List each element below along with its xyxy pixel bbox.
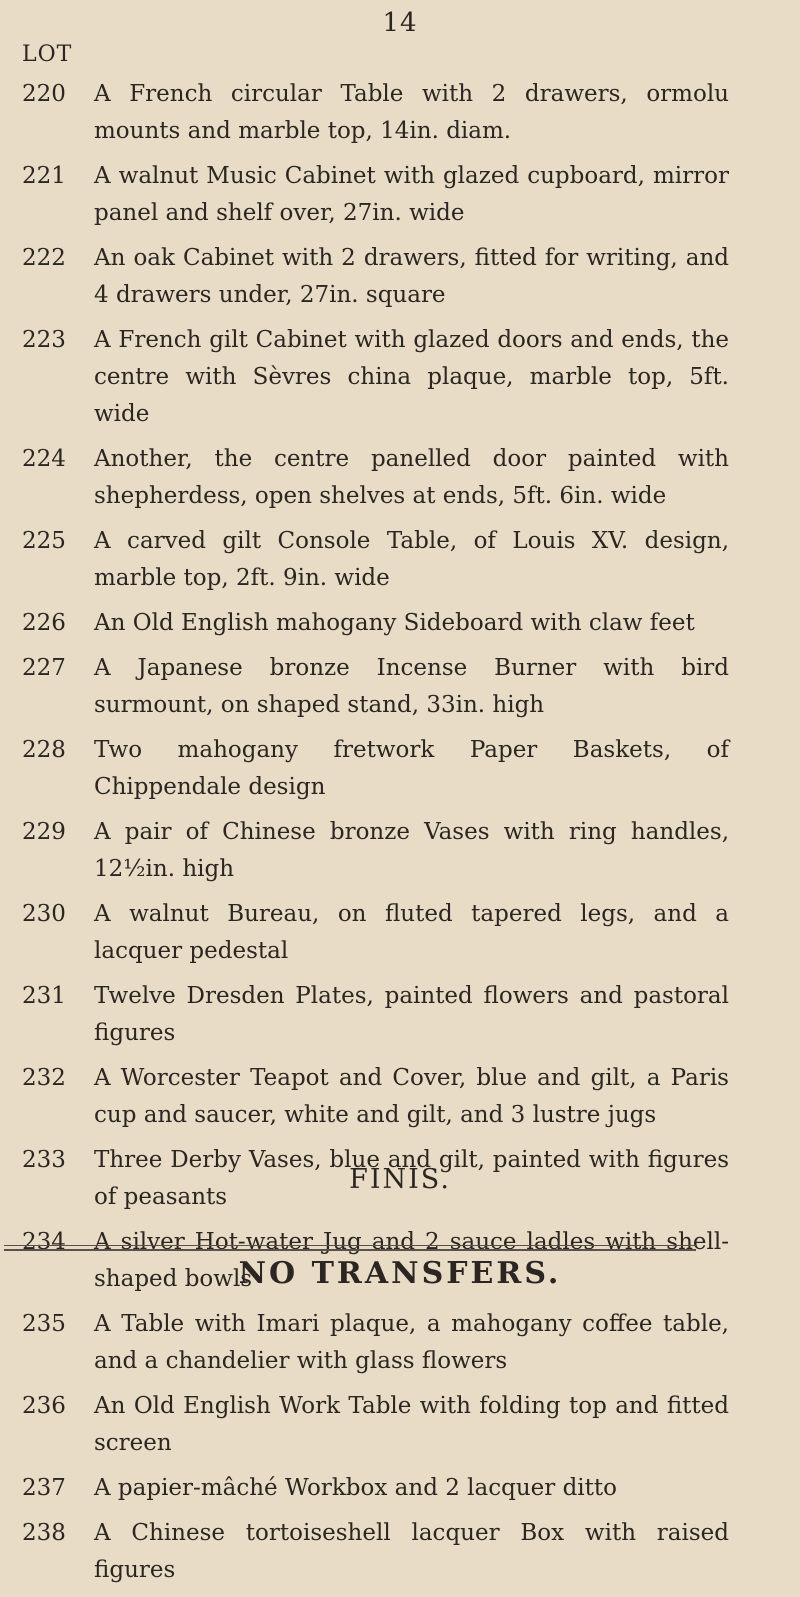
lot-entry: [0, 158, 800, 232]
lot-description: An Old English mahogany Sideboard with claw feet: [94, 610, 695, 636]
lot-description: A French circular Table with 2 drawers, ormolu mounts and marble top, 14in. diam.: [94, 81, 729, 144]
lot-number: 233: [22, 1147, 66, 1173]
lot-entry: [0, 1306, 800, 1380]
lot-number: 234: [22, 1229, 66, 1255]
divider-rule: [4, 1245, 696, 1246]
lot-entry: [0, 1470, 800, 1507]
lot-description: A Worcester Teapot and Cover, blue and gilt, a Paris cup and saucer, white and gilt, and 3 lustre jugs: [94, 1065, 729, 1128]
lot-number: 220: [22, 81, 66, 107]
lot-number: 226: [22, 610, 66, 636]
lot-entry: [0, 322, 800, 433]
lot-number: 232: [22, 1065, 66, 1091]
lot-entry: [0, 523, 800, 597]
lot-entry: [0, 978, 800, 1052]
lot-number: 237: [22, 1475, 66, 1501]
lot-number: 231: [22, 983, 66, 1009]
lot-number: 228: [22, 737, 66, 763]
lot-number: 225: [22, 528, 66, 554]
lot-description: Three Derby Vases, blue and gilt, painted with figures of peasants: [94, 1147, 729, 1210]
lot-description: A French gilt Cabinet with glazed doors and ends, the centre with Sèvres china plaque, marble top, 5ft. wide: [94, 327, 729, 427]
lot-entry: [0, 1515, 800, 1589]
no-transfers-notice: NO TRANSFERS.: [238, 1256, 562, 1291]
lot-number: 238: [22, 1520, 66, 1546]
lot-entry: [0, 605, 800, 642]
lot-description: A silver Hot-water Jug and 2 sauce ladles with shell-shaped bowls: [94, 1229, 729, 1292]
lot-description: An oak Cabinet with 2 drawers, fitted for writing, and 4 drawers under, 27in. square: [94, 245, 729, 308]
lot-description: Twelve Dresden Plates, painted flowers and pastoral figures: [94, 983, 729, 1046]
lot-number: 229: [22, 819, 66, 845]
lot-description: A walnut Music Cabinet with glazed cupboard, mirror panel and shelf over, 27in. wide: [94, 163, 729, 226]
lot-description: A carved gilt Console Table, of Louis XV. design, marble top, 2ft. 9in. wide: [94, 528, 729, 591]
lot-description: A Chinese tortoiseshell lacquer Box with raised figures: [94, 1520, 729, 1583]
lot-number: 223: [22, 327, 66, 353]
finis-text: FINIS.: [349, 1164, 451, 1195]
lot-description: An Old English Work Table with folding top and fitted screen: [94, 1393, 729, 1456]
lot-entry: [0, 1060, 800, 1134]
lot-number: 236: [22, 1393, 66, 1419]
lot-description: A Table with Imari plaque, a mahogany coffee table, and a chandelier with glass flowers: [94, 1311, 729, 1374]
lot-entry: [0, 76, 800, 150]
lot-entry: [0, 441, 800, 515]
lot-description: A Japanese bronze Incense Burner with bird surmount, on shaped stand, 33in. high: [94, 655, 729, 718]
lot-entry: [0, 1388, 800, 1462]
lot-description: Another, the centre panelled door painted with shepherdess, open shelves at ends, 5ft. 6in. wide: [94, 446, 729, 509]
lot-description: A pair of Chinese bronze Vases with ring handles, 12½in. high: [94, 819, 729, 882]
lot-description: A walnut Bureau, on fluted tapered legs, and a lacquer pedestal: [94, 901, 729, 964]
lot-number: 235: [22, 1311, 66, 1337]
lot-column-header: LOT: [22, 42, 73, 67]
lot-number: 222: [22, 245, 66, 271]
page-number: 14: [382, 8, 418, 38]
lot-entry: [0, 814, 800, 888]
lot-description: A papier-mâché Workbox and 2 lacquer ditto: [94, 1475, 617, 1501]
lot-number: 221: [22, 163, 66, 189]
lot-entry: [0, 732, 800, 806]
lot-number: 224: [22, 446, 66, 472]
divider-rule-double: [4, 1249, 696, 1251]
lot-number: 230: [22, 901, 66, 927]
lot-entry: [0, 240, 800, 314]
lot-list: [0, 76, 800, 1597]
lot-entry: [0, 896, 800, 970]
lot-description: Two mahogany fretwork Paper Baskets, of Chippendale design: [94, 737, 729, 800]
lot-entry: [0, 650, 800, 724]
lot-number: 227: [22, 655, 66, 681]
